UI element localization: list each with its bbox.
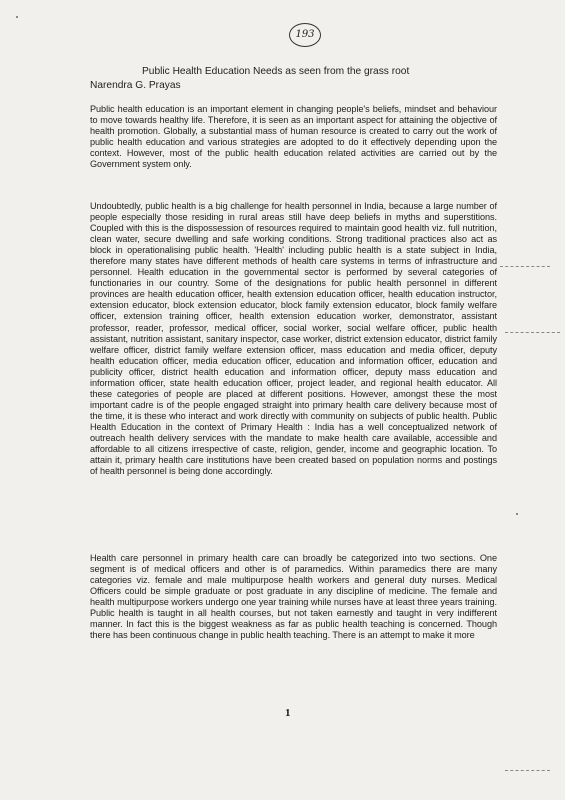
scan-speck [516,513,518,515]
margin-mark [505,770,550,771]
paragraph-1: Public health education is an important element in changing people's beliefs, mindset and behaviour to move towards healthy life. Therefore, it is seen as an important aspect for attaining the objective of health promotion. Globally, a substantial mass of human resource is created to carry out the work of public health education and various strategies are adopted to do it effectively depending upon the context. However, most of the public health education related activities are carried out by the Government system only. [90,104,497,170]
margin-mark [505,332,560,333]
paragraph-3: Health care personnel in primary health care can broadly be categorized into two sections. One segment is of medical officers and other is of paramedics. Within paramedics there are many categories viz. female and male multipurpose health workers and general duty nurses. Medical Officers could be simple graduate or post graduate in any discipline of medicine. The female and health multipurpose workers undergo one year training while nurses have at least three years training. Public health is taught in all health courses, but not taken earnestly and taught in very indifferent manner. In fact this is the biggest weakness as far as public health teaching is concerned. Though there has been continuous change in public health teaching. There is an attempt to make it more [90,553,497,641]
page-number: 1 [285,707,291,719]
margin-mark [500,266,550,267]
scan-speck [16,16,18,18]
paragraph-2: Undoubtedly, public health is a big challenge for health personnel in India, because a large number of people especially those residing in rural areas still have deep beliefs in myths and superstitions. Coupled with this is the dispossession of resources required to maintain good health viz. full nutrition, clean water, secure dwelling and safe working conditions. Strong traditional practices also act as block in operationalising public health. 'Health' including public health is a state subject in India, therefore many states have different methods of health care systems in terms of infrastructure and personnel. Health education in the governmental sector is performed by several categories of functionaries in our country. Some of the designations for public health personnel in different provinces are health education officer, health extension education officer, health education instructor, extension educator, block extension educator, block family extension educator, block family welfare officer, extension training officer, health extension education worker, demonstrator, assistant professor, reader, professor, medical officer, social worker, social welfare officer, public health assistant, nutrition assistant, sanitary inspector, case worker, district extension educator, district family welfare officer, district family welfare extension officer, mass education and media officer, deputy health education officer, media education officer, education and information officer, education and publicity officer, district health education and information officer, deputy mass education and information officer, state health education officer, project leader, and regional health educator. All these categories of people are placed at different positions. However, amongst these the most important cadre is of the people engaged straight into primary health care delivery because most of the time, it is these who interact and work directly with community on subjects of public health. Public Health Education in the context of Primary Health : India has a well conceptualized network of outreach health delivery services with the mandate to make health care available, accessible and affordable to all citizens irrespective of caste, religion, gender, income and geographic location. To attain it, primary health care institutions have been created based on population norms and postings of health personnel is being done accordingly. [90,201,497,477]
handwritten-page-stamp: 193 [289,23,321,47]
document-title: Public Health Education Needs as seen from the grass root [142,66,410,77]
author-name: Narendra G. Prayas [90,80,181,91]
